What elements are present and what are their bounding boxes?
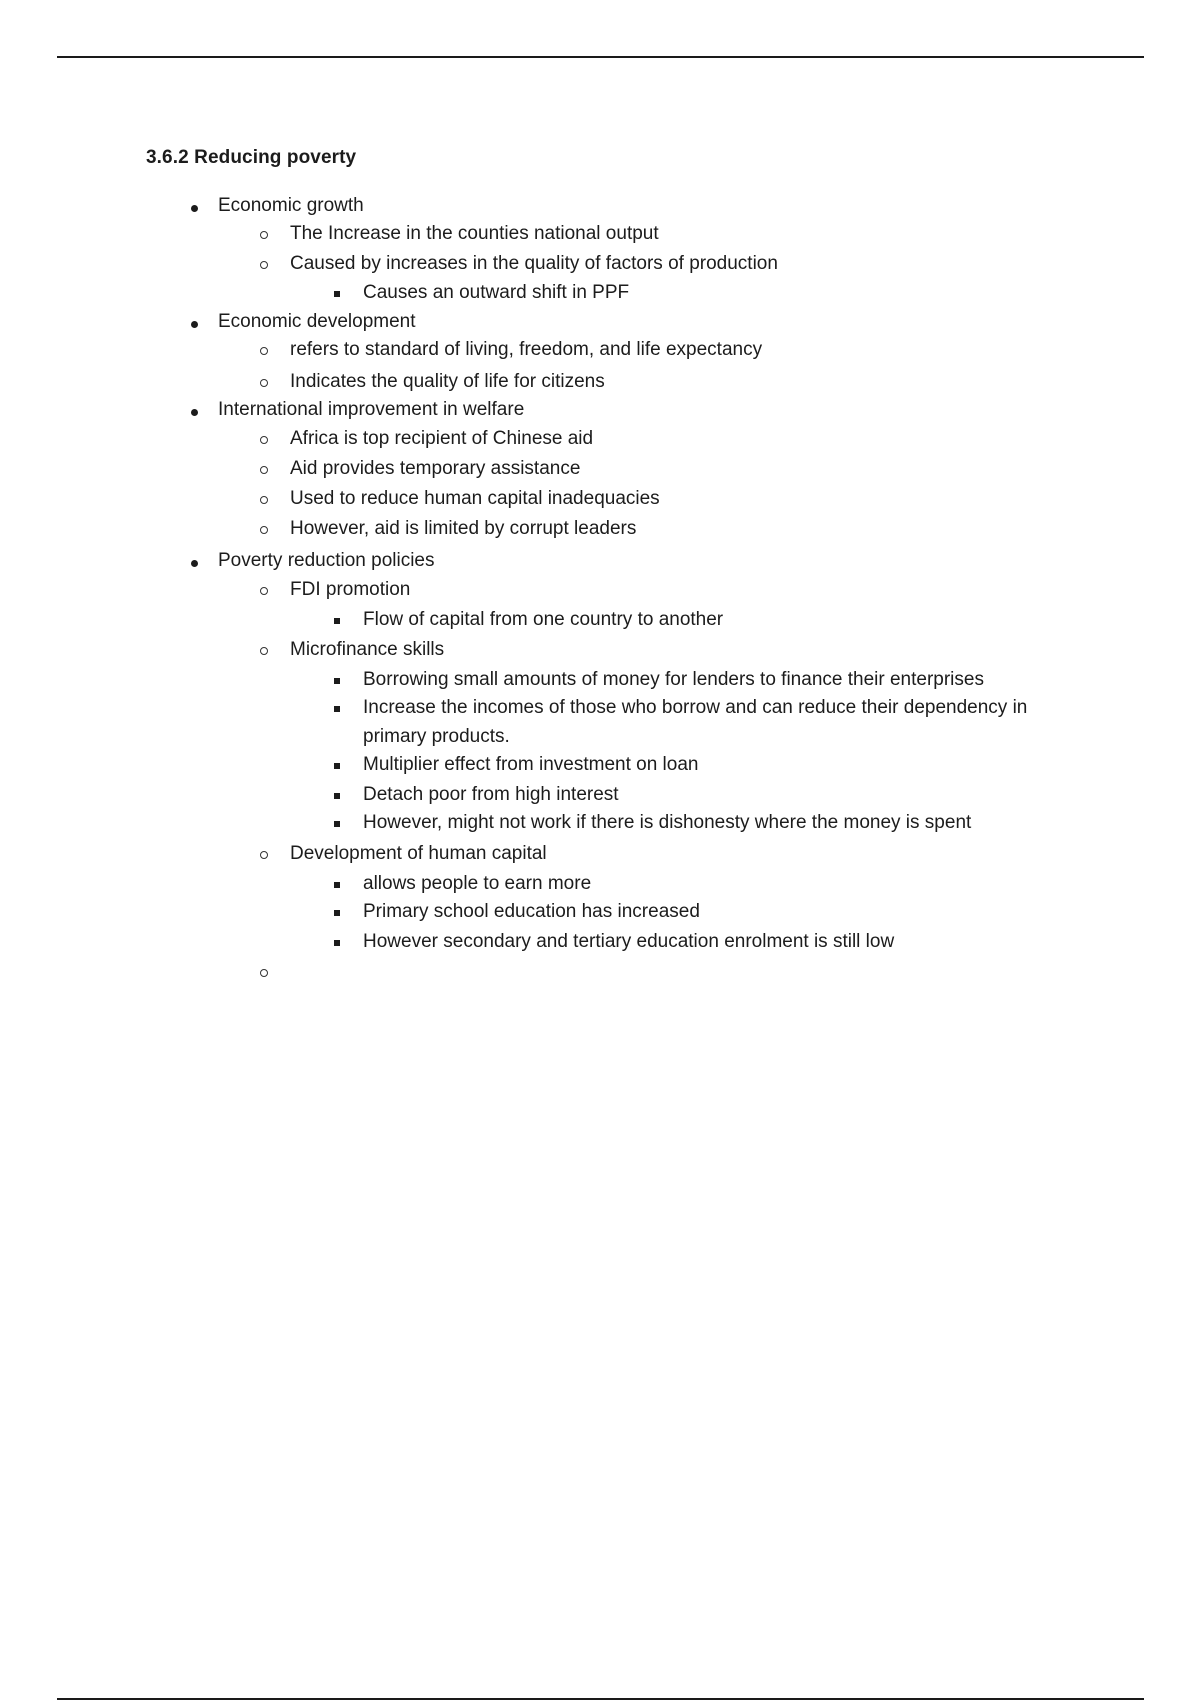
sub-sub-bullet-item <box>363 725 510 749</box>
bullet-square-icon <box>330 608 344 632</box>
bullet-text: Economic development <box>218 311 416 332</box>
sub-sub-bullet-item <box>363 696 1027 720</box>
bullet-text: refers to standard of living, freedom, and life expectancy <box>290 339 763 360</box>
bullet-dot-icon <box>187 549 201 573</box>
sub-sub-bullet-item <box>363 668 984 692</box>
bullet-text: primary products. <box>363 726 510 747</box>
sub-sub-bullet-item <box>363 783 619 807</box>
bullet-text: allows people to earn more <box>363 873 592 894</box>
sub-sub-bullet-item <box>363 900 700 924</box>
bullet-item <box>218 398 524 422</box>
sub-bullet-item <box>290 842 547 866</box>
bullet-text: The Increase in the counties national output <box>290 223 659 244</box>
bullet-dot-icon <box>187 194 201 218</box>
sub-bullet-item <box>290 638 444 662</box>
bullet-text: However, aid is limited by corrupt leaders <box>290 518 637 539</box>
bullet-circle-icon <box>257 457 271 481</box>
sub-sub-bullet-item <box>363 811 971 835</box>
bullet-dot-icon <box>187 310 201 334</box>
bullet-text: Causes an outward shift in PPF <box>363 282 630 303</box>
bullet-circle-icon <box>257 252 271 276</box>
section-heading: 3.6.2 Reducing poverty <box>146 147 357 168</box>
sub-bullet-item <box>290 338 762 362</box>
bullet-text: International improvement in welfare <box>218 399 525 420</box>
bullet-circle-icon <box>257 487 271 511</box>
bullet-circle-icon <box>257 370 271 394</box>
bullet-square-icon <box>330 753 344 777</box>
bullet-text: Flow of capital from one country to another <box>363 609 724 630</box>
bullet-text: Africa is top recipient of Chinese aid <box>290 428 594 449</box>
bullet-circle-icon <box>257 578 271 602</box>
bullet-text: Caused by increases in the quality of factors of production <box>290 253 778 274</box>
bullet-square-icon <box>330 930 344 954</box>
bullet-square-icon <box>330 668 344 692</box>
bullet-circle-icon <box>257 222 271 246</box>
sub-bullet-item <box>290 578 410 602</box>
sub-bullet-item <box>290 427 593 451</box>
bullet-circle-icon <box>257 638 271 662</box>
sub-sub-bullet-item <box>363 753 698 777</box>
bullet-text: Indicates the quality of life for citizens <box>290 371 605 392</box>
bullet-circle-icon <box>257 842 271 866</box>
bullet-text: FDI promotion <box>290 579 411 600</box>
bullet-text: However secondary and tertiary education enrolment is still low <box>363 931 895 952</box>
bullet-square-icon <box>330 872 344 896</box>
bullet-item <box>218 194 364 218</box>
bullet-square-icon <box>330 783 344 807</box>
bullet-square-icon <box>330 281 344 305</box>
bullet-circle-icon <box>257 517 271 541</box>
sub-sub-bullet-item <box>363 608 723 632</box>
sub-sub-bullet-item <box>363 930 894 954</box>
sub-bullet-item <box>290 222 659 246</box>
bullet-text: Increase the incomes of those who borrow and can reduce their dependency in <box>363 697 1028 718</box>
bullet-text: Used to reduce human capital inadequacies <box>290 488 660 509</box>
bullet-text: Detach poor from high interest <box>363 784 619 805</box>
bullet-circle-icon <box>257 960 271 984</box>
bullet-circle-icon <box>257 427 271 451</box>
bullet-square-icon <box>330 696 344 720</box>
sub-bullet-item <box>290 252 778 276</box>
bullet-text: Borrowing small amounts of money for lenders to finance their enterprises <box>363 669 984 690</box>
bullet-square-icon <box>330 900 344 924</box>
sub-bullet-item <box>290 457 580 481</box>
bullet-text: Poverty reduction policies <box>218 550 435 571</box>
bullet-text: Multiplier effect from investment on loan <box>363 754 699 775</box>
sub-sub-bullet-item <box>363 281 629 305</box>
sub-bullet-item <box>290 370 605 394</box>
bullet-text: However, might not work if there is dishonesty where the money is spent <box>363 812 972 833</box>
bullet-text: Primary school education has increased <box>363 901 700 922</box>
sub-sub-bullet-item <box>363 872 591 896</box>
bullet-item <box>218 310 416 334</box>
bullet-item <box>218 549 435 573</box>
bullet-square-icon <box>330 811 344 835</box>
sub-bullet-item <box>290 487 660 511</box>
bullet-text: Economic growth <box>218 195 364 216</box>
bullet-circle-icon <box>257 338 271 362</box>
header-rule <box>57 56 1144 58</box>
bullet-dot-icon <box>187 398 201 422</box>
bullet-text: Development of human capital <box>290 843 547 864</box>
sub-bullet-item <box>290 517 636 541</box>
bullet-text: Microfinance skills <box>290 639 445 660</box>
bullet-text: Aid provides temporary assistance <box>290 458 581 479</box>
